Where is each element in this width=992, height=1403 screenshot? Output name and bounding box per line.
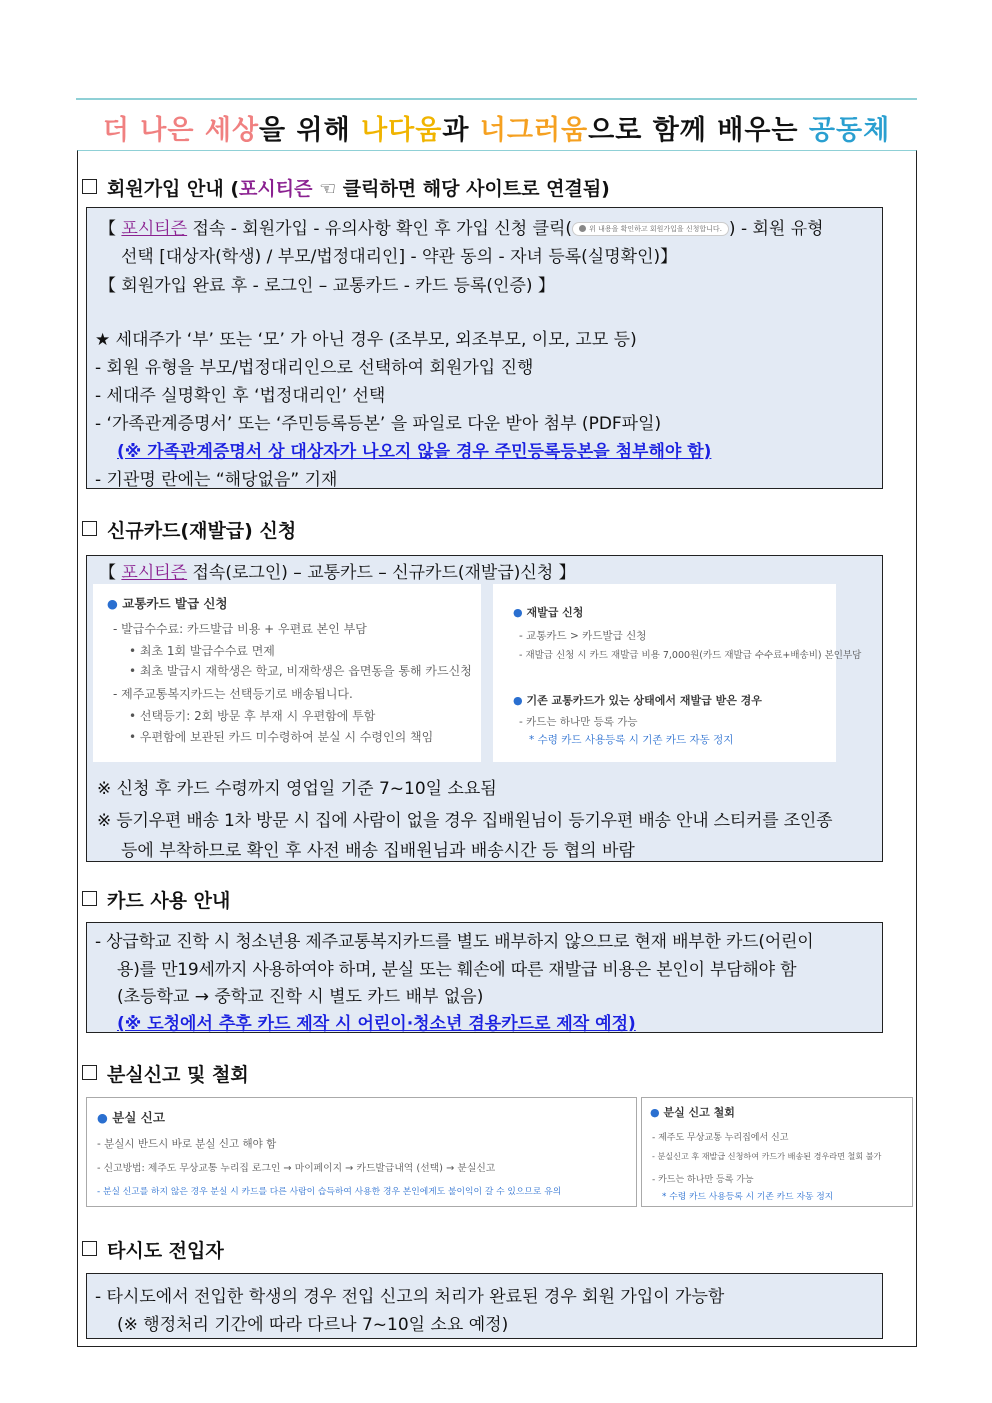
card-issue-info-image: ● 교통카드 발급 신청 - 발급수수료: 카드발급 비용 + 우편료 본인 부담 • 최초 1회 발급수수료 면제 • 최초 발급시 재학생은 학교, 비재학생은 읍면동을 통해 카드신청 - 제주교통복지카드는 선택등기로 배송됩니다. • 선택등기: 2회 방문 후 부재 시 우편함에 투함 • 우편함에 보관된 카드 미수령하여 분실 시 수령인의 책임: [93, 584, 481, 762]
usage-line-1: - 상급학교 진학 시 청소년용 제주교통복지카드를 별도 배부하지 않으므로 현재 배부한 카드(어린이: [95, 932, 814, 952]
signup-line-8: (※ 가족관계증명서 상 대상자가 나오지 않을 경우 주민등록등본을 첨부해야 함): [117, 442, 712, 462]
signup-panel: [86, 207, 883, 489]
pocitizen-link[interactable]: 포시티즌: [121, 219, 188, 239]
usage-line-2: 용)를 만19세까지 사용하여야 하며, 분실 또는 훼손에 따른 재발급 비용은 본인이 부담해야 함: [117, 960, 797, 980]
signup-line-1: 【 포시티즌 접속 - 회원가입 - 유의사항 확인 후 가입 신청 클릭( 위 내용을 확인하고 회원가입을 신청합니다. ) - 회원 유형: [99, 219, 824, 239]
top-divider: [76, 98, 917, 100]
usage-line-4: (※ 도청에서 추후 카드 제작 시 어린이·청소년 겸용카드로 제작 예정): [117, 1014, 636, 1034]
signup-line-7: - ‘가족관계증명서’ 또는 ‘주민등록등본’ 을 파일로 다운 받아 첨부 (PDF파일): [95, 414, 662, 434]
page-title: 더 나은 세상을 위해 나다움과 너그러움으로 함께 배우는 공동체: [102, 115, 891, 146]
newcard-note-3: 등에 부착하므로 확인 후 사전 배송 집배원님과 배송시간 등 협의 바람: [121, 841, 635, 861]
lost-withdraw-image: ● 분실 신고 철회 - 제주도 무상교통 누리집에서 신고 - 분실신고 후 재발급 신청하여 카드가 배송된 경우라면 철회 불가 - 카드는 하나만 등록 가능 * 수령 카드 사용등록 시 기존 카드 자동 정지: [641, 1097, 913, 1207]
check-circle-icon: [579, 225, 586, 232]
transfer-panel: [86, 1273, 883, 1339]
newcard-panel: [86, 555, 883, 862]
transfer-line-2: (※ 행정처리 기간에 따라 다르나 7~10일 소요 예정): [117, 1315, 509, 1335]
card-reissue-info-image: ● 재발급 신청 - 교통카드 > 카드발급 신청 - 재발급 신청 시 카드 재발급 비용 7,000원(카드 재발급 수수료+배송비) 본인부담 ● 기존 교통카드가 있는 상태에서 재발급 받은 경우 - 카드는 하나만 등록 가능 * 수령 카드 사용등록 시 기존 카드 자동 정지: [493, 584, 836, 762]
signup-line-6: - 세대주 실명확인 후 ‘법정대리인’ 선택: [95, 386, 386, 406]
checkbox-square-icon: [82, 521, 97, 536]
checkbox-square-icon: [82, 1241, 97, 1256]
checkbox-square-icon: [82, 179, 97, 194]
lost-report-image: ● 분실 신고 - 분실시 반드시 바로 분실 신고 해야 함 - 신고방법: 제주도 무상교통 누리집 로그인 → 마이페이지 → 카드발급내역 (선택) → 분실신고 - 분실 신고를 하지 않은 경우 분실 시 카드를 다른 사람이 습득하여 사용한 경우 본인에게도 불이익이 갈 수 있으므로 유의: [86, 1097, 637, 1207]
newcard-note-1: ※ 신청 후 카드 수령까지 영업일 기준 7~10일 소요됨: [97, 779, 497, 799]
signup-line-5: - 회원 유형을 부모/법정대리인으로 선택하여 회원가입 진행: [95, 358, 534, 378]
signup-line-4: ★ 세대주가 ‘부’ 또는 ‘모’ 가 아닌 경우 (조부모, 외조부모, 이모, 고모 등): [95, 330, 637, 350]
section-heading-signup: 회원가입 안내 (포시티즌 ☜ 클릭하면 해당 사이트로 연결됨): [82, 174, 610, 201]
signup-line-3: 【 회원가입 완료 후 - 로그인 – 교통카드 - 카드 등록(인증) 】: [99, 276, 555, 296]
section-heading-newcard: 신규카드(재발급) 신청: [82, 516, 296, 543]
newcard-note-2: ※ 등기우편 배송 1차 방문 시 집에 사람이 없을 경우 집배원님이 등기우편 배송 안내 스티커를 조인종: [97, 811, 833, 831]
section-heading-lost: 분실신고 및 철회: [82, 1060, 249, 1087]
consent-button: 위 내용을 확인하고 회원가입을 신청합니다.: [572, 222, 729, 236]
checkbox-square-icon: [82, 1065, 97, 1080]
checkbox-square-icon: [82, 891, 97, 906]
newcard-line-1: 【 포시티즌 접속(로그인) – 교통카드 – 신규카드(재발급)신청 】: [99, 563, 576, 583]
signup-line-2: 선택 [대상자(학생) / 부모/법정대리인] - 약관 동의 - 자녀 등록(실명확인)】: [121, 247, 678, 267]
transfer-line-1: - 타시도에서 전입한 학생의 경우 전입 신고의 처리가 완료된 경우 회원 가입이 가능함: [95, 1287, 725, 1307]
pocitizen-link[interactable]: 포시티즌: [121, 563, 188, 583]
pocitizen-link[interactable]: 포시티즌: [239, 178, 313, 200]
signup-line-9: - 기관명 란에는 “해당없음” 기재: [95, 470, 338, 490]
section-heading-usage: 카드 사용 안내: [82, 886, 230, 913]
usage-panel: [86, 922, 883, 1033]
usage-line-3: (초등학교 → 중학교 진학 시 별도 카드 배부 없음): [117, 987, 484, 1007]
section-heading-transfer: 타시도 전입자: [82, 1236, 224, 1263]
